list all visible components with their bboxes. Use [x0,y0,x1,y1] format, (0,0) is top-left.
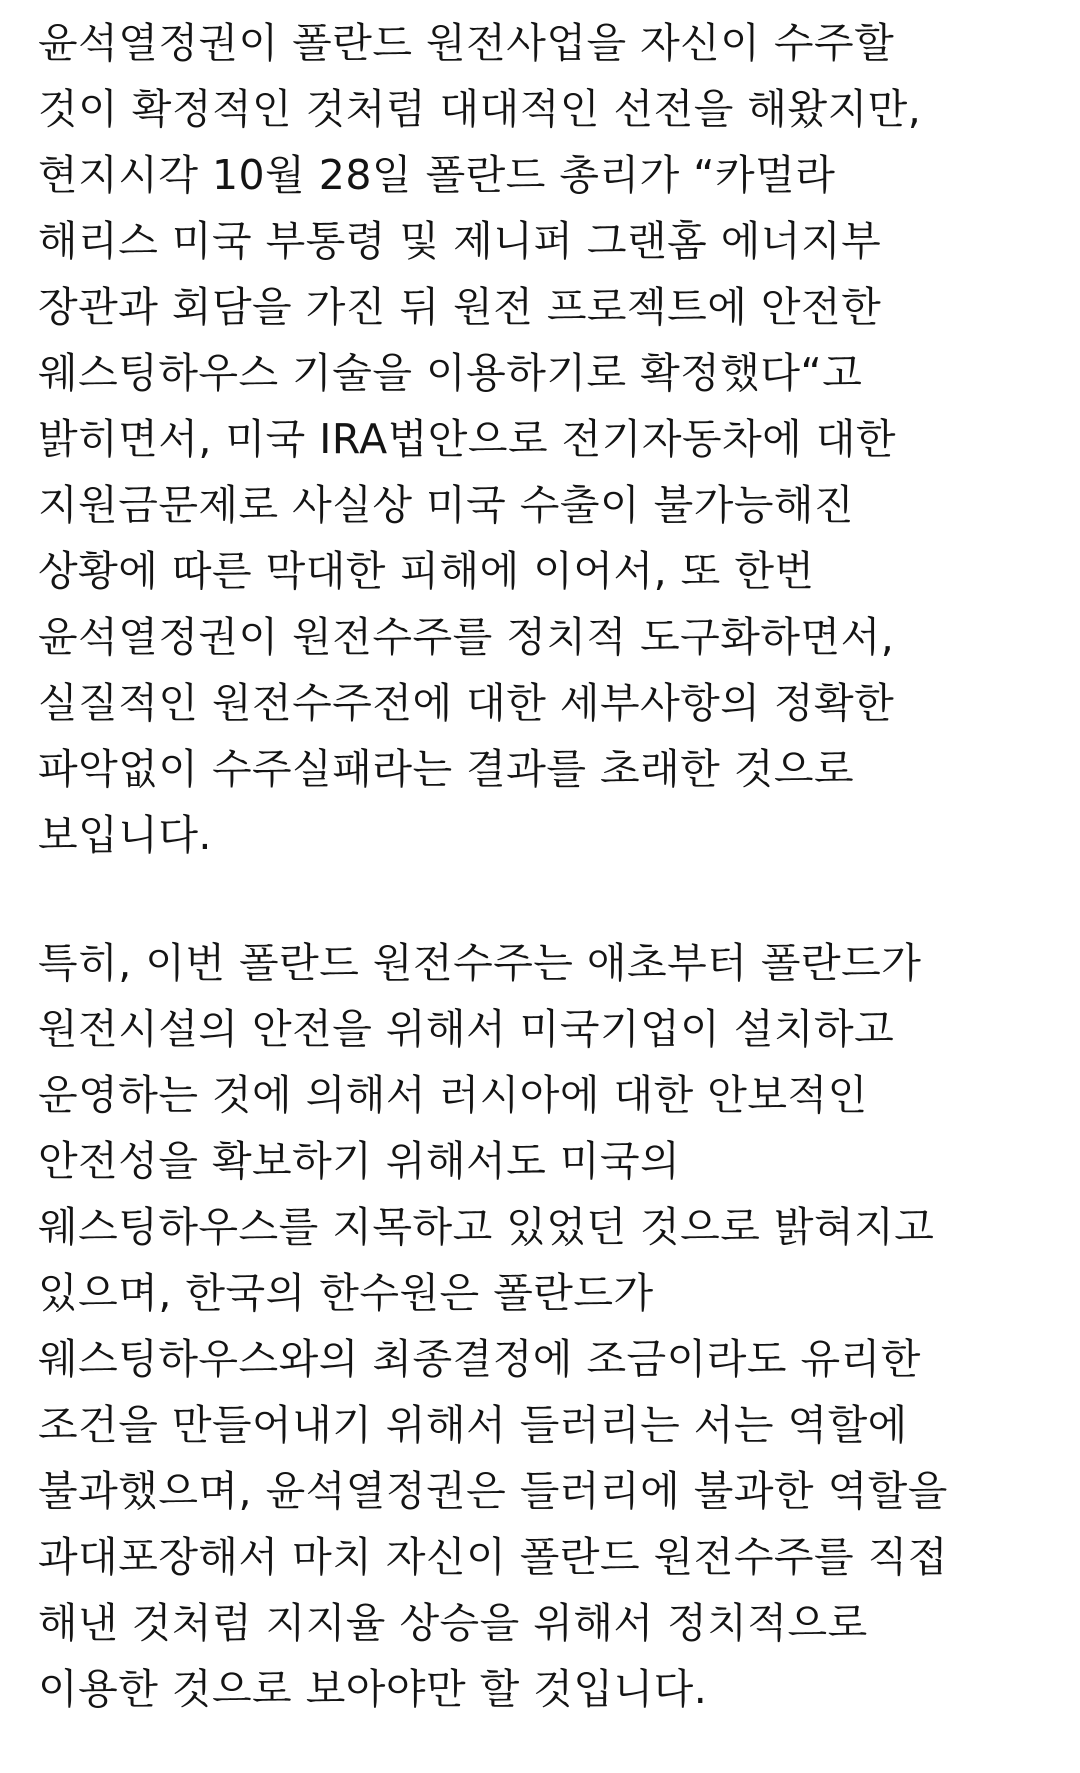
text-line: 파악없이 수주실패라는 결과를 초래한 것으로 [38,745,855,793]
text-line: 웨스팅하우스와의 최종결정에 조금이라도 유리한 [38,1335,921,1383]
text-line: 밝히면서, 미국 IRA법안으로 전기자동차에 대한 [38,415,897,463]
text-line: 원전시설의 안전을 위해서 미국기업이 설치하고 [38,1005,895,1053]
text-line: 윤석열정권이 원전수주를 정치적 도구화하면서, [38,613,895,661]
text-line: 지원금문제로 사실상 미국 수출이 불가능해진 [38,481,855,529]
text-line: 해낸 것처럼 지지율 상승을 위해서 정치적으로 [38,1599,868,1647]
text-line: 특히, 이번 폴란드 원전수주는 애초부터 폴란드가 [38,939,922,987]
text-line: 것이 확정적인 것처럼 대대적인 선전을 해왔지만, [38,85,922,133]
paragraph-2 [38,930,1058,1722]
text-line: 과대포장해서 마치 자신이 폴란드 원전수주를 직접 [38,1533,948,1581]
text-line: 현지시각 10월 28일 폴란드 총리가 “카멀라 [38,151,836,199]
text-line: 조건을 만들어내기 위해서 들러리는 서는 역할에 [38,1401,908,1449]
text-line: 실질적인 원전수주전에 대한 세부사항의 정확한 [38,679,895,727]
text-line: 장관과 회담을 가진 뒤 원전 프로젝트에 안전한 [38,283,882,331]
text-line: 상황에 따른 막대한 피해에 이어서, 또 한번 [38,547,815,595]
text-line: 운영하는 것에 의해서 러시아에 대한 안보적인 [38,1071,868,1119]
text-line: 웨스팅하우스를 지목하고 있었던 것으로 밝혀지고 [38,1203,935,1251]
text-line: 불과했으며, 윤석열정권은 들러리에 불과한 역할을 [38,1467,948,1515]
text-line: 윤석열정권이 폴란드 원전사업을 자신이 수주할 [38,19,895,67]
text-line: 이용한 것으로 보아야만 할 것입니다. [38,1665,708,1713]
text-line: 웨스팅하우스 기술을 이용하기로 확정했다“고 [38,349,863,397]
text-line: 해리스 미국 부통령 및 제니퍼 그랜홈 에너지부 [38,217,882,265]
paragraph-1 [38,10,1058,868]
text-line: 보입니다. [38,811,212,859]
text-line: 있으며, 한국의 한수원은 폴란드가 [38,1269,654,1317]
text-line: 안전성을 확보하기 위해서도 미국의 [38,1137,681,1185]
